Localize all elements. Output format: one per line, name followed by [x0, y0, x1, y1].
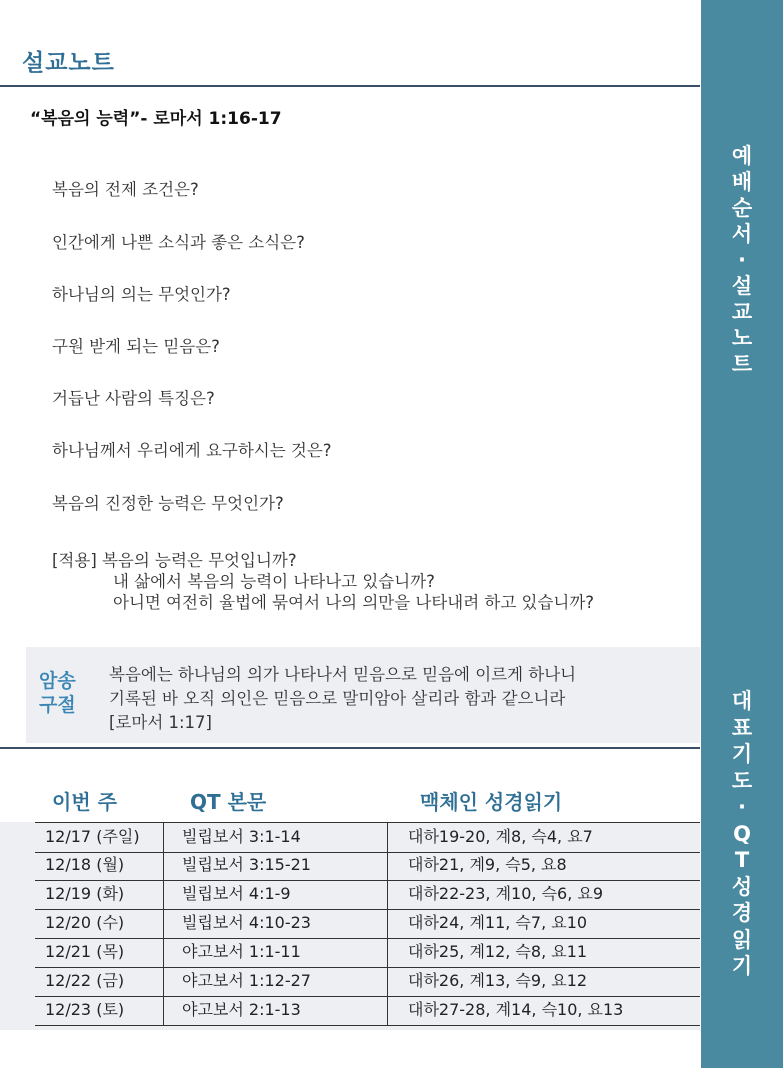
table-row — [35, 996, 700, 1026]
memory-verse-line-1: 복음에는 하나님의 의가 나타나서 믿음으로 믿음에 이르게 하나니 — [109, 665, 577, 684]
sidebar-char: 대 — [731, 689, 753, 713]
qt-cell: 야고보서 2:1-13 — [163, 996, 387, 1025]
application-line-3: 아니면 여전히 율법에 묶여서 나의 의만을 나타내려 하고 있습니까? — [113, 593, 595, 612]
memory-label-line-2: 구절 — [39, 694, 76, 716]
memory-verse-reference: [로마서 1:17] — [109, 713, 212, 732]
question-3: 하나님의 의는 무엇인가? — [52, 285, 231, 304]
question-4: 구원 받게 되는 믿음은? — [52, 337, 220, 356]
qt-cell: 빌립보서 3:1-14 — [163, 823, 387, 852]
reading-cell: 대하22-23, 계10, 슥6, 요9 — [387, 880, 700, 909]
table-row — [35, 880, 700, 910]
sidebar-char: 설 — [731, 274, 753, 298]
header-mccheyne-reading: 맥체인 성경읽기 — [420, 790, 563, 814]
reading-cell: 대하24, 계11, 슥7, 요10 — [387, 909, 700, 938]
middle-divider — [0, 747, 700, 749]
sidebar-char: 도 — [731, 768, 753, 793]
table-row — [35, 909, 700, 939]
reading-cell: 대하26, 계13, 슥9, 요12 — [387, 967, 700, 996]
memory-label-line-1: 암송 — [39, 670, 76, 692]
sidebar-char: 서 — [731, 222, 753, 246]
sidebar-label-worship-order — [701, 143, 783, 377]
sidebar-char: 성 — [731, 874, 753, 899]
question-6: 하나님께서 우리에게 요구하시는 것은? — [52, 441, 332, 460]
date-cell: 12/21 (목) — [45, 942, 125, 961]
application-block — [52, 550, 594, 613]
sidebar-char: 표 — [731, 715, 753, 740]
reading-cell: 대하27-28, 계14, 슥10, 요13 — [387, 996, 700, 1025]
reading-cell: 대하25, 계12, 슥8, 요11 — [387, 938, 700, 967]
date-cell: 12/19 (화) — [45, 884, 125, 903]
memory-verse-box — [26, 647, 700, 743]
sidebar-char: 트 — [731, 352, 753, 376]
date-cell: 12/20 (수) — [45, 913, 125, 932]
qt-cell: 야고보서 1:12-27 — [163, 967, 387, 996]
table-row — [35, 851, 700, 881]
sidebar-char: · — [738, 248, 746, 272]
memory-verse-label — [39, 669, 89, 717]
reading-cell: 대하21, 계9, 슥5, 요8 — [387, 851, 700, 880]
date-cell: 12/22 (금) — [45, 971, 125, 990]
qt-cell: 빌립보서 3:15-21 — [163, 851, 387, 880]
memory-verse-text — [109, 663, 576, 735]
question-7: 복음의 진정한 능력은 무엇인가? — [52, 494, 284, 513]
sidebar-char: 기 — [731, 954, 753, 978]
question-1: 복음의 전제 조건은? — [52, 180, 199, 199]
date-cell: 12/23 (토) — [45, 1000, 125, 1019]
header-this-week: 이번 주 — [52, 790, 117, 814]
qt-cell: 빌립보서 4:10-23 — [163, 909, 387, 938]
sidebar-char: 예 — [731, 144, 753, 168]
page-title: 설교노트 — [22, 50, 115, 76]
application-line-1: [적용] 복음의 능력은 무엇입니까? — [52, 551, 297, 570]
question-5: 거듭난 사람의 특징은? — [52, 389, 215, 408]
sidebar-char: 노 — [731, 326, 753, 350]
sidebar-char: 읽 — [731, 927, 753, 952]
sidebar-char: · — [738, 795, 746, 819]
header-qt-passage: QT 본문 — [190, 790, 267, 814]
memory-verse-line-2: 기록된 바 오직 의인은 믿음으로 말미암아 살리라 함과 같으니라 — [109, 689, 566, 708]
table-row — [35, 938, 700, 968]
question-2: 인간에게 나쁜 소식과 좋은 소식은? — [52, 233, 305, 252]
sidebar-tab — [701, 0, 783, 1068]
sidebar-char: 경 — [731, 901, 753, 925]
table-row — [35, 822, 700, 853]
reading-cell: 대하19-20, 계8, 슥4, 요7 — [387, 823, 700, 852]
sermon-title: “복음의 능력”- 로마서 1:16-17 — [30, 109, 282, 129]
table-row — [35, 967, 700, 997]
top-divider — [0, 85, 700, 87]
sidebar-char: 배 — [731, 170, 753, 194]
date-cell: 12/17 (주일) — [45, 827, 140, 846]
sidebar-char: 기 — [731, 742, 753, 766]
qt-cell: 야고보서 1:1-11 — [163, 938, 387, 967]
application-line-2: 내 삶에서 복음의 능력이 나타나고 있습니까? — [113, 572, 435, 591]
sidebar-char: 순 — [731, 196, 753, 220]
sidebar-char: Q — [733, 821, 751, 846]
date-cell: 12/18 (월) — [45, 855, 125, 874]
qt-cell: 빌립보서 4:1-9 — [163, 880, 387, 909]
sidebar-char: T — [734, 848, 750, 872]
sidebar-char: 교 — [731, 300, 753, 324]
sidebar-label-prayer-qt — [701, 688, 783, 980]
